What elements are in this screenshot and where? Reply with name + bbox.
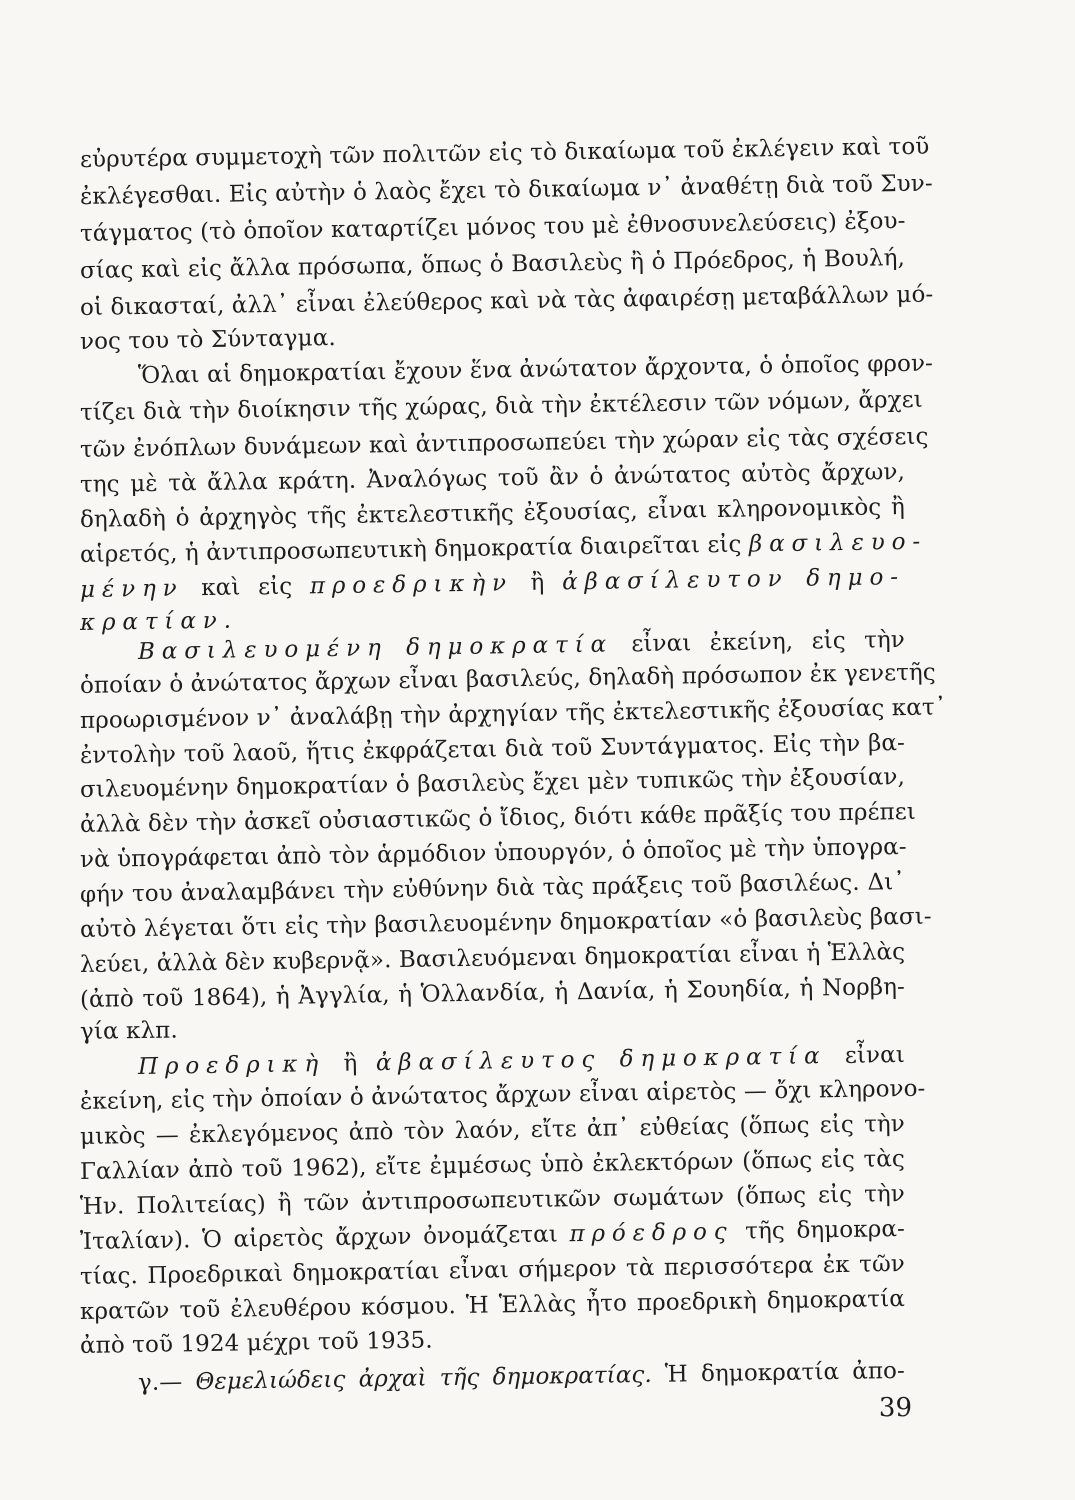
text-line-17: προωρισμένον ν᾽ ἀναλάβῃ τὴν ἀρχηγίαν τῆς ἐκτελεστικῆς ἐξουσίας κατ᾽ [79, 694, 947, 734]
text-line-34: κρατῶν τοῦ ἐλευθέρου κόσμου. Ἡ Ἑλλὰς ἦτο προεδρικὴ δημοκρατία [79, 1286, 906, 1325]
text-line-8: τίζει διὰ τὴν διοίκησιν τῆς χώρας, διὰ τὴν ἐκτέλεσιν τῶν νόμων, ἄρχει [79, 386, 924, 426]
term-dimokratia-1: δημοκρατία [405, 631, 614, 661]
text-line-13-or: ἢ [530, 569, 545, 596]
text-line-32-rest: τῆς δημοκρα- [744, 1216, 906, 1245]
text-line-4: σίας καὶ εἰς ἄλλα πρόσωπα, ὅπως ὁ Βασιλεὺς ἢ ὁ Πρόεδρος, ἡ Βουλή, [79, 245, 906, 284]
text-line-36-rest: Ἡ δημοκρατία ἀπο- [664, 1357, 906, 1388]
page-number: 39 [878, 1393, 912, 1423]
text-line-29: μικὸς — ἐκλεγόμενος ἀπὸ τὸν λαόν, εἴτε ἀπ᾽ εὐθείας (ὅπως εἰς τὴν [79, 1111, 906, 1150]
term-proedrikin: προεδρικὴν [309, 570, 514, 600]
text-line-13-connector: καὶ εἰς [200, 573, 293, 602]
text-line-26: γία κλπ. [79, 1017, 178, 1045]
text-line-19: σιλευομένην δημοκρατίαν ὁ βασιλεὺς ἔχει μὲν τυπικῶς τὴν ἐξουσίαν, [79, 764, 906, 803]
text-line-20: ἀλλὰ δὲν τὴν ἀσκεῖ οὐσιαστικῶς ὁ ἴδιος, διότι κάθε πρᾶξίς του πρέπει [79, 798, 917, 838]
section-heading-gamma: Θεμελιώδεις ἀρχαὶ τῆς δημοκρατίας. [195, 1361, 653, 1396]
text-line-32-lead: Ἰταλίαν). Ὁ αἱρετὸς ἄρχων ὀνομάζεται [79, 1221, 559, 1255]
text-line-12-lead: αἱρετός, ἡ ἀντιπροσωπευτικὴ δημοκρατία διαιρεῖται εἰς [79, 531, 742, 568]
text-line-36-lead: γ.— [137, 1369, 183, 1396]
term-abasileuton: ἀβασίλευτον [561, 565, 789, 596]
text-line-1: εὐρυτέρα συμμετοχὴ τῶν πολιτῶν εἰς τὸ δικαίωμα τοῦ ἐκλέγειν καὶ τοῦ [79, 133, 930, 173]
text-line-22: φήν του ἀναλαμβάνει τὴν εὐθύνην διὰ τὰς πράξεις τοῦ βασιλέως. Δι᾽ [79, 869, 906, 908]
text-line-30: Γαλλίαν ἀπὸ τοῦ 1962), εἴτε ἐμμέσως ὑπὸ ἐκλεκτόρων (ὅπως εἰς τὰς [79, 1146, 906, 1185]
term-dimokratia-2: δημοκρατία [619, 1043, 827, 1073]
term-menin: μένην [79, 575, 184, 603]
text-line-2: ἐκλέγεσθαι. Εἰς αὐτὴν ὁ λαὸς ἔχει τὸ δικαίωμα ν᾽ ἀναθέτῃ διὰ τοῦ Συν- [79, 170, 933, 210]
text-line-24: λεύει, ἀλλὰ δὲν κυβερνᾷ». Βασιλευόμεναι δημοκρατίαι εἶναι ἡ Ἑλλὰς [79, 939, 906, 978]
text-line-6: νος του τὸ Σύνταγμα. [79, 324, 336, 355]
text-line-10: της μὲ τὰ ἄλλα κράτη. Ἀναλόγως τοῦ ἂν ὁ ἀνώτατος αὐτὸς ἄρχων, [79, 459, 906, 498]
text-line-16: ὁποίαν ὁ ἀνώτατος ἄρχων εἶναι βασιλεύς, δηλαδὴ πρόσωπον ἐκ γενετῆς [79, 659, 936, 699]
text-line-31: Ἡν. Πολιτείας) ἢ τῶν ἀντιπροσωπευτικῶν σωμάτων (ὅπως εἰς τὴν [79, 1181, 906, 1220]
text-line-5: οἱ δικασταί, ἀλλ᾽ εἶναι ἐλεύθερος καὶ νὰ τὰς ἀφαιρέσῃ μεταβάλλων μό- [79, 281, 934, 321]
text-line-7: Ὅλαι αἱ δημοκρατίαι ἔχουν ἕνα ἀνώτατον ἄρχοντα, ὁ ὁποῖος φρον- [137, 350, 934, 389]
term-basileuo: βασιλευο- [748, 528, 928, 558]
term-basileuomeni: Βασιλευομένη [137, 635, 388, 665]
term-abasileutos: ἀβασίλευτος [375, 1046, 602, 1077]
term-dimo: δημο- [806, 564, 906, 592]
text-line-28: ἐκείνη, εἰς τὴν ὁποίαν ὁ ἀνώτατος ἄρχων εἶναι αἱρετὸς — ὄχι κληρονο- [79, 1075, 926, 1115]
text-line-9: τῶν ἐνόπλων δυνάμεων καὶ ἀντιπροσωπεύει τὴν χώραν εἰς τὰς σχέσεις [79, 423, 929, 463]
text-line-33: τίας. Προεδρικαὶ δημοκρατίαι εἶναι σήμερον τὰ περισσότερα ἐκ τῶν [79, 1251, 906, 1290]
text-line-11: δηλαδὴ ὁ ἀρχηγὸς τῆς ἐκτελεστικῆς ἐξουσίας, εἶναι κληρονομικὸς ἢ [79, 494, 906, 533]
text-line-3: τάγματος (τὸ ὁποῖον καταρτίζει μόνος του μὲ ἐθνοσυνελεύσεις) ἐξου- [79, 208, 906, 247]
term-proedros: πρόεδρος [569, 1218, 734, 1248]
text-line-15-rest: εἶναι ἐκείνη, εἰς τὴν [631, 626, 906, 658]
text-line-27-rest: εἶναι [844, 1041, 906, 1069]
text-line-35: ἀπὸ τοῦ 1924 μέχρι τοῦ 1935. [79, 1327, 433, 1359]
text-line-27-or: ἢ [343, 1050, 358, 1077]
term-proedriki: Προεδρικὴ [137, 1051, 326, 1080]
term-kratian: κρατίαν. [79, 607, 239, 636]
text-line-18: ἐντολὴν τοῦ λαοῦ, ἥτις ἐκφράζεται διὰ τοῦ Συντάγματος. Εἰς τὴν βα- [79, 730, 906, 769]
text-line-21: νὰ ὑπογράφεται ἀπὸ τὸν ἁρμόδιον ὑπουργόν, ὁ ὁποῖος μὲ τὴν ὑπογρα- [79, 834, 907, 873]
text-line-23: αὐτὸ λέγεται ὅτι εἰς τὴν βασιλευομένην δημοκρατίαν «ὁ βασιλεὺς βασι- [79, 903, 932, 943]
text-line-25: (ἀπὸ τοῦ 1864), ἡ Ἀγγλία, ἡ Ὁλλανδία, ἡ Δανία, ἡ Σουηδία, ἡ Νορβη- [79, 974, 906, 1013]
